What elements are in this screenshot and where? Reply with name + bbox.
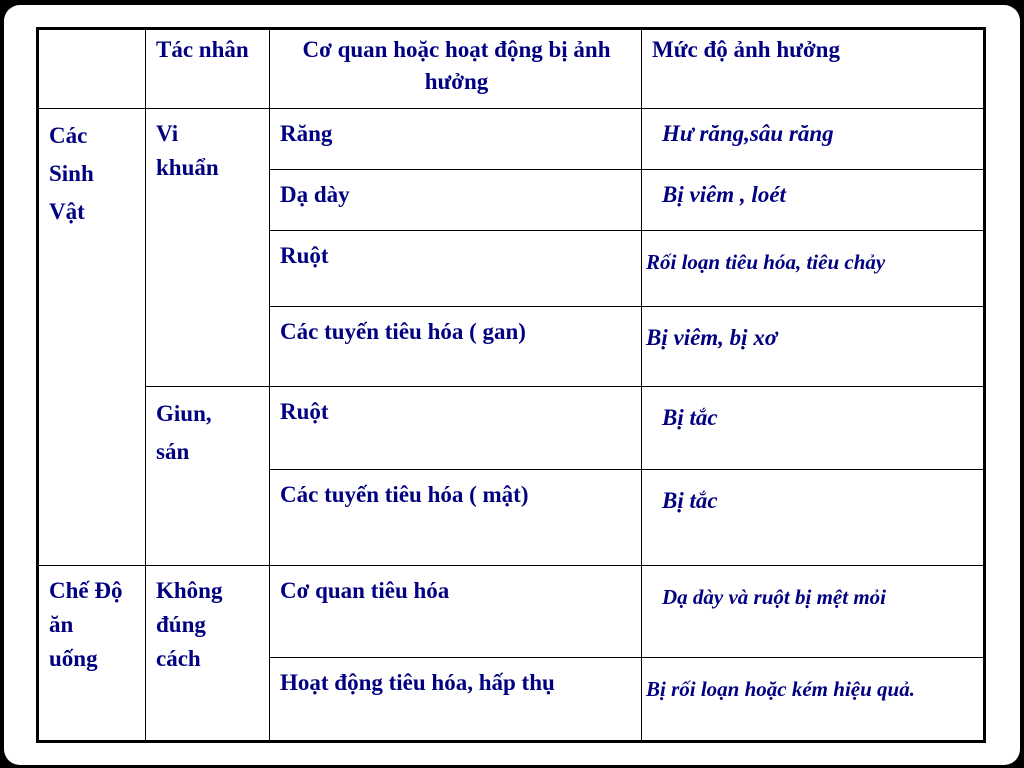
agent-worms: Giun, sán (146, 387, 270, 566)
organ-cell: Ruột (270, 231, 642, 307)
effect-cell: Bị rối loạn hoặc kém hiệu quả. (642, 658, 985, 742)
effect-cell: Bị viêm, bị xơ (642, 307, 985, 387)
header-agent: Tác nhân (146, 29, 270, 109)
organ-cell: Dạ dày (270, 170, 642, 231)
group-label-organisms: Các Sinh Vật (38, 109, 146, 566)
organ-cell: Các tuyến tiêu hóa ( mật) (270, 470, 642, 566)
effect-cell: Bị viêm , loét (642, 170, 985, 231)
effect-cell: Dạ dày và ruột bị mệt mỏi (642, 566, 985, 658)
effect-cell: Bị tắc (642, 470, 985, 566)
agent-bacteria: Vi khuẩn (146, 109, 270, 387)
organ-cell: Hoạt động tiêu hóa, hấp thụ (270, 658, 642, 742)
organ-cell: Cơ quan tiêu hóa (270, 566, 642, 658)
table-row (38, 109, 985, 170)
header-effect: Mức độ ảnh hưởng (642, 29, 985, 109)
table-row (38, 387, 985, 470)
organ-cell: Ruột (270, 387, 642, 470)
slide (4, 5, 1020, 765)
effect-cell: Hư răng,sâu răng (642, 109, 985, 170)
table-row (38, 566, 985, 658)
header-organ: Cơ quan hoặc hoạt động bị ảnh hưởng (270, 29, 642, 109)
effect-cell: Rối loạn tiêu hóa, tiêu chảy (642, 231, 985, 307)
group-label-diet: Chế Độ ăn uống (38, 566, 146, 742)
organ-cell: Các tuyến tiêu hóa ( gan) (270, 307, 642, 387)
header-empty-cell (38, 29, 146, 109)
organ-cell: Răng (270, 109, 642, 170)
effect-cell: Bị tắc (642, 387, 985, 470)
header-row (38, 29, 985, 109)
digestive-disease-table (36, 27, 986, 743)
agent-improper: Không đúng cách (146, 566, 270, 742)
